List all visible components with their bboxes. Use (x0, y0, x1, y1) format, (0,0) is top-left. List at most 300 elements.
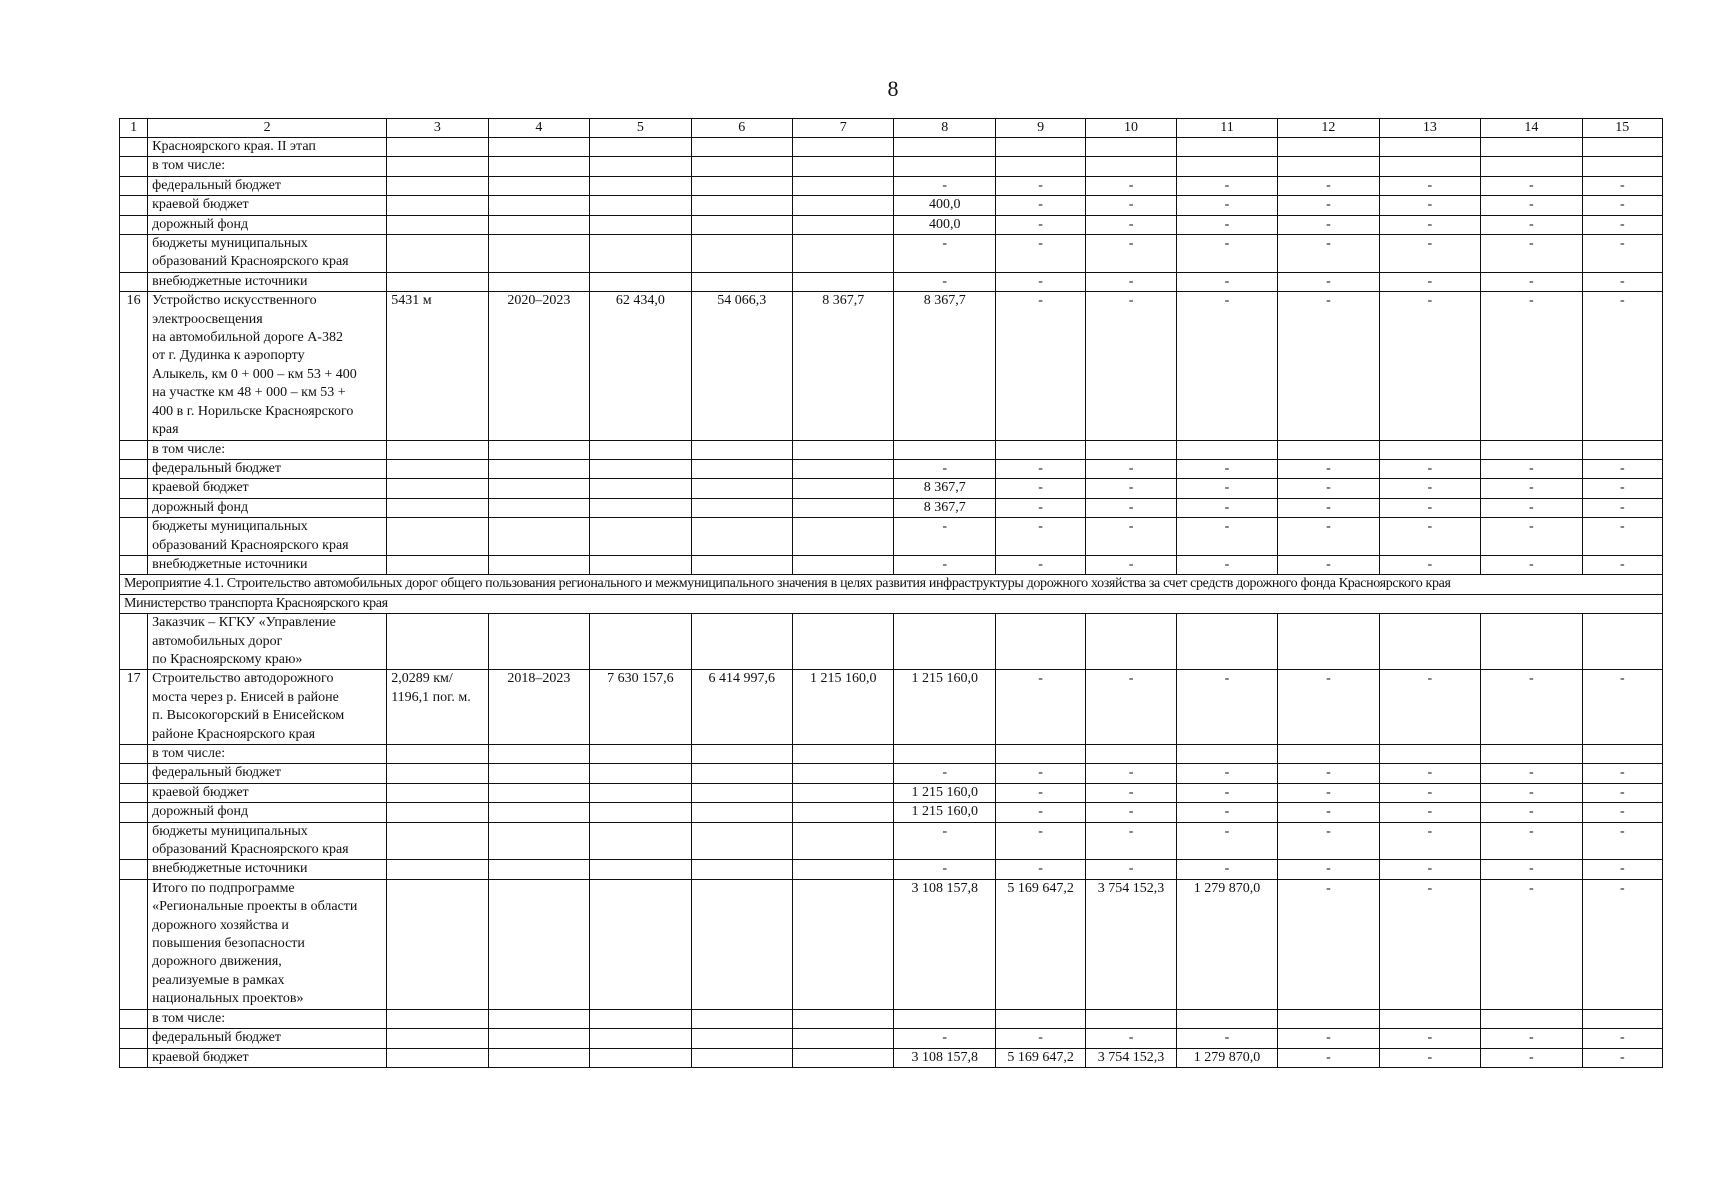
value-cell: - (1379, 803, 1480, 822)
value-cell: - (1278, 879, 1379, 1009)
value-cell (894, 157, 995, 176)
capacity-cell (387, 822, 488, 860)
value-cell: - (1379, 235, 1480, 273)
period-cell (488, 803, 589, 822)
value-cell: - (1086, 670, 1176, 745)
capacity-cell (387, 196, 488, 215)
value-cell: - (1176, 803, 1277, 822)
column-header: 3 (387, 119, 488, 138)
value-cell (691, 822, 792, 860)
value-cell: - (1582, 670, 1662, 745)
value-cell (995, 138, 1085, 157)
row-number: 17 (120, 670, 148, 745)
value-cell (1582, 745, 1662, 764)
value-cell: - (1481, 498, 1582, 517)
period-cell (488, 518, 589, 556)
table-row (120, 745, 1663, 764)
value-cell: - (1582, 1048, 1662, 1067)
value-cell: - (1481, 822, 1582, 860)
value-cell: - (1176, 292, 1277, 440)
period-cell (488, 440, 589, 459)
value-cell (793, 138, 894, 157)
period-cell (488, 138, 589, 157)
value-cell: - (995, 215, 1085, 234)
row-number (120, 498, 148, 517)
row-number (120, 272, 148, 291)
value-cell (1481, 440, 1582, 459)
value-cell: - (1176, 459, 1277, 478)
value-cell: - (1086, 822, 1176, 860)
value-cell: 3 754 152,3 (1086, 1048, 1176, 1067)
value-cell (691, 879, 792, 1009)
table-row (120, 272, 1663, 291)
row-number (120, 479, 148, 498)
value-cell: - (1086, 196, 1176, 215)
value-cell (894, 614, 995, 670)
period-cell (488, 272, 589, 291)
period-cell (488, 860, 589, 879)
value-cell (691, 176, 792, 195)
value-cell (1176, 440, 1277, 459)
value-cell: - (1481, 272, 1582, 291)
value-cell: 8 367,7 (894, 498, 995, 517)
value-cell: - (995, 764, 1085, 783)
period-cell (488, 1009, 589, 1028)
value-cell (691, 498, 792, 517)
value-cell (691, 235, 792, 273)
value-cell (793, 157, 894, 176)
value-cell (691, 614, 792, 670)
period-cell: 2020–2023 (488, 292, 589, 440)
value-cell: 3 108 157,8 (894, 879, 995, 1009)
row-number (120, 196, 148, 215)
value-cell (894, 138, 995, 157)
item-name: в том числе: (148, 157, 387, 176)
value-cell: - (1278, 860, 1379, 879)
value-cell: 400,0 (894, 196, 995, 215)
value-cell (590, 157, 691, 176)
value-cell: - (1278, 196, 1379, 215)
row-number (120, 1009, 148, 1028)
value-cell (1086, 157, 1176, 176)
value-cell: - (1278, 1048, 1379, 1067)
column-header: 12 (1278, 119, 1379, 138)
table-row (120, 1029, 1663, 1048)
value-cell (590, 479, 691, 498)
value-cell: - (1481, 235, 1582, 273)
value-cell (1379, 138, 1480, 157)
column-header: 14 (1481, 119, 1582, 138)
capacity-cell (387, 1048, 488, 1067)
value-cell: - (1278, 555, 1379, 574)
value-cell: - (894, 518, 995, 556)
column-header: 9 (995, 119, 1085, 138)
capacity-cell: 2,0289 км/ 1196,1 пог. м. (387, 670, 488, 745)
value-cell: - (1086, 803, 1176, 822)
value-cell (691, 157, 792, 176)
value-cell: - (1176, 498, 1277, 517)
value-cell (590, 822, 691, 860)
value-cell: - (894, 822, 995, 860)
value-cell: - (1278, 498, 1379, 517)
value-cell: - (1379, 860, 1480, 879)
value-cell (1582, 440, 1662, 459)
value-cell (691, 555, 792, 574)
value-cell (793, 803, 894, 822)
value-cell: 3 754 152,3 (1086, 879, 1176, 1009)
period-cell (488, 764, 589, 783)
value-cell: 5 169 647,2 (995, 879, 1085, 1009)
value-cell (793, 879, 894, 1009)
capacity-cell (387, 555, 488, 574)
value-cell: - (894, 764, 995, 783)
value-cell (590, 272, 691, 291)
value-cell: - (1176, 215, 1277, 234)
row-number (120, 459, 148, 478)
value-cell: - (995, 498, 1085, 517)
value-cell: - (1379, 292, 1480, 440)
period-cell (488, 176, 589, 195)
table-row (120, 764, 1663, 783)
value-cell: - (1379, 1029, 1480, 1048)
period-cell (488, 745, 589, 764)
column-header: 13 (1379, 119, 1480, 138)
capacity-cell (387, 479, 488, 498)
item-name: дорожный фонд (148, 498, 387, 517)
value-cell: - (1481, 1029, 1582, 1048)
value-cell: - (1582, 176, 1662, 195)
period-cell (488, 479, 589, 498)
row-number (120, 1029, 148, 1048)
value-cell (590, 138, 691, 157)
value-cell: - (1481, 764, 1582, 783)
table-row (120, 215, 1663, 234)
value-cell: - (1278, 670, 1379, 745)
value-cell (590, 745, 691, 764)
value-cell: - (995, 822, 1085, 860)
value-cell (793, 196, 894, 215)
item-name: краевой бюджет (148, 1048, 387, 1067)
value-cell: - (1481, 670, 1582, 745)
item-name: краевой бюджет (148, 783, 387, 802)
table-row (120, 783, 1663, 802)
capacity-cell (387, 459, 488, 478)
value-cell (793, 860, 894, 879)
value-cell: - (1379, 822, 1480, 860)
value-cell (1278, 440, 1379, 459)
value-cell: 1 215 160,0 (894, 783, 995, 802)
value-cell (793, 235, 894, 273)
value-cell (1176, 1009, 1277, 1028)
value-cell: - (894, 860, 995, 879)
value-cell: - (1176, 822, 1277, 860)
value-cell: - (1176, 783, 1277, 802)
capacity-cell (387, 498, 488, 517)
table-row (120, 1048, 1663, 1067)
value-cell (1379, 614, 1480, 670)
section-heading: Мероприятие 4.1. Строительство автомобильных дорог общего пользования регионального и межмуниципального значения в целях развития инфраструктуры дорожного хозяйства за счет средств дорожного фонда Красноярского края (120, 575, 1663, 594)
value-cell (590, 783, 691, 802)
value-cell (894, 440, 995, 459)
value-cell: - (1379, 459, 1480, 478)
capacity-cell (387, 1029, 488, 1048)
capacity-cell (387, 745, 488, 764)
value-cell: 400,0 (894, 215, 995, 234)
value-cell: - (1582, 764, 1662, 783)
value-cell: - (995, 272, 1085, 291)
capacity-cell (387, 272, 488, 291)
value-cell: - (995, 292, 1085, 440)
value-cell (1278, 1009, 1379, 1028)
period-cell (488, 235, 589, 273)
table-row (120, 614, 1663, 670)
value-cell: - (995, 1029, 1085, 1048)
value-cell: - (1582, 459, 1662, 478)
value-cell (691, 215, 792, 234)
section-row (120, 594, 1663, 613)
value-cell: - (995, 235, 1085, 273)
value-cell: - (1278, 822, 1379, 860)
value-cell (995, 157, 1085, 176)
capacity-cell (387, 176, 488, 195)
value-cell (894, 1009, 995, 1028)
value-cell: - (1176, 479, 1277, 498)
table-row (120, 1009, 1663, 1028)
value-cell: - (995, 860, 1085, 879)
value-cell (793, 459, 894, 478)
value-cell (793, 1029, 894, 1048)
value-cell: - (1176, 860, 1277, 879)
item-name: бюджеты муниципальных образований Красноярского края (148, 518, 387, 556)
column-header: 11 (1176, 119, 1277, 138)
value-cell (1176, 138, 1277, 157)
capacity-cell (387, 803, 488, 822)
item-name: федеральный бюджет (148, 459, 387, 478)
column-header: 2 (148, 119, 387, 138)
value-cell: - (995, 196, 1085, 215)
column-header: 15 (1582, 119, 1662, 138)
table-row (120, 292, 1663, 440)
value-cell: - (1086, 783, 1176, 802)
value-cell: - (1379, 479, 1480, 498)
value-cell: - (1582, 555, 1662, 574)
value-cell (590, 176, 691, 195)
value-cell (691, 803, 792, 822)
period-cell: 2018–2023 (488, 670, 589, 745)
value-cell (1086, 614, 1176, 670)
table-row (120, 176, 1663, 195)
capacity-cell (387, 138, 488, 157)
value-cell (590, 1029, 691, 1048)
value-cell: - (1176, 518, 1277, 556)
table-row (120, 518, 1663, 556)
table-row (120, 555, 1663, 574)
value-cell: - (1278, 783, 1379, 802)
value-cell: - (1086, 555, 1176, 574)
row-number (120, 176, 148, 195)
value-cell: - (1481, 783, 1582, 802)
column-header: 10 (1086, 119, 1176, 138)
value-cell (590, 459, 691, 478)
value-cell (793, 518, 894, 556)
value-cell (793, 272, 894, 291)
value-cell: - (1481, 518, 1582, 556)
value-cell: 5 169 647,2 (995, 1048, 1085, 1067)
row-number (120, 822, 148, 860)
value-cell (1086, 138, 1176, 157)
item-name: в том числе: (148, 1009, 387, 1028)
value-cell (590, 215, 691, 234)
value-cell (1086, 1009, 1176, 1028)
value-cell (1481, 1009, 1582, 1028)
item-name: федеральный бюджет (148, 1029, 387, 1048)
value-cell: 3 108 157,8 (894, 1048, 995, 1067)
item-name: Строительство автодорожного моста через р. Енисей в районе п. Высокогорский в Енисейском районе Красноярского края (148, 670, 387, 745)
value-cell: - (1481, 860, 1582, 879)
capacity-cell (387, 235, 488, 273)
value-cell (793, 176, 894, 195)
value-cell (691, 764, 792, 783)
value-cell: 1 279 870,0 (1176, 1048, 1277, 1067)
row-number (120, 764, 148, 783)
value-cell (1176, 614, 1277, 670)
row-number (120, 879, 148, 1009)
row-number (120, 555, 148, 574)
value-cell: - (1278, 215, 1379, 234)
value-cell (1379, 745, 1480, 764)
value-cell (691, 783, 792, 802)
value-cell: - (1278, 518, 1379, 556)
value-cell: - (894, 459, 995, 478)
value-cell: - (1086, 272, 1176, 291)
value-cell (1278, 745, 1379, 764)
value-cell: - (1379, 176, 1480, 195)
value-cell: - (1086, 479, 1176, 498)
period-cell (488, 614, 589, 670)
value-cell: - (1481, 479, 1582, 498)
capacity-cell (387, 1009, 488, 1028)
value-cell: - (1176, 196, 1277, 215)
item-name: дорожный фонд (148, 803, 387, 822)
value-cell (894, 745, 995, 764)
value-cell: - (1582, 272, 1662, 291)
value-cell (590, 1048, 691, 1067)
period-cell (488, 555, 589, 574)
item-name: бюджеты муниципальных образований Красноярского края (148, 822, 387, 860)
capacity-cell (387, 860, 488, 879)
value-cell: - (1582, 518, 1662, 556)
row-number (120, 803, 148, 822)
value-cell (995, 614, 1085, 670)
value-cell: - (1086, 176, 1176, 195)
table-row (120, 479, 1663, 498)
table-row (120, 498, 1663, 517)
table-row (120, 879, 1663, 1009)
value-cell: - (894, 1029, 995, 1048)
value-cell (691, 1048, 792, 1067)
value-cell: - (1278, 272, 1379, 291)
value-cell: - (1379, 879, 1480, 1009)
value-cell: - (1086, 860, 1176, 879)
row-number (120, 235, 148, 273)
item-name: Устройство искусственного электроосвещения на автомобильной дороге А-382 от г. Дудинка к аэропорту Алыкель, км 0 + 000 – км 53 + 400 на участке км 48 + 000 – км 53 + 400 в г. Норильске Красноярского края (148, 292, 387, 440)
item-name: в том числе: (148, 745, 387, 764)
item-name: внебюджетные источники (148, 555, 387, 574)
period-cell (488, 1048, 589, 1067)
value-cell (793, 764, 894, 783)
value-cell: - (1582, 803, 1662, 822)
value-cell (590, 879, 691, 1009)
value-cell (1379, 157, 1480, 176)
period-cell (488, 783, 589, 802)
value-cell: - (1379, 518, 1480, 556)
value-cell: - (995, 555, 1085, 574)
value-cell: - (1582, 292, 1662, 440)
row-number (120, 614, 148, 670)
value-cell (793, 614, 894, 670)
value-cell (590, 860, 691, 879)
table-row (120, 670, 1663, 745)
value-cell (793, 555, 894, 574)
value-cell (590, 235, 691, 273)
value-cell: - (1086, 215, 1176, 234)
value-cell (995, 440, 1085, 459)
value-cell (995, 1009, 1085, 1028)
header-row (120, 119, 1663, 138)
value-cell: - (1481, 176, 1582, 195)
value-cell (691, 518, 792, 556)
value-cell (793, 1009, 894, 1028)
value-cell (691, 138, 792, 157)
value-cell (1379, 440, 1480, 459)
value-cell (590, 1009, 691, 1028)
value-cell: 6 414 997,6 (691, 670, 792, 745)
value-cell: - (1582, 215, 1662, 234)
value-cell (793, 1048, 894, 1067)
value-cell: - (894, 176, 995, 195)
item-name: краевой бюджет (148, 479, 387, 498)
value-cell: - (1086, 498, 1176, 517)
value-cell: - (1379, 670, 1480, 745)
value-cell (1481, 614, 1582, 670)
value-cell: - (1278, 176, 1379, 195)
value-cell (590, 498, 691, 517)
column-header: 8 (894, 119, 995, 138)
value-cell: - (1086, 235, 1176, 273)
value-cell: - (1379, 272, 1480, 291)
value-cell (793, 215, 894, 234)
value-cell: - (1379, 764, 1480, 783)
table-row (120, 822, 1663, 860)
value-cell: - (894, 272, 995, 291)
value-cell (1278, 614, 1379, 670)
value-cell (1086, 745, 1176, 764)
value-cell: 8 367,7 (894, 479, 995, 498)
capacity-cell (387, 157, 488, 176)
column-header: 6 (691, 119, 792, 138)
period-cell (488, 196, 589, 215)
value-cell: - (1176, 176, 1277, 195)
value-cell: - (995, 176, 1085, 195)
value-cell: - (1176, 272, 1277, 291)
value-cell (1582, 614, 1662, 670)
budget-table (119, 118, 1663, 1068)
value-cell (1086, 440, 1176, 459)
value-cell (995, 745, 1085, 764)
value-cell (590, 614, 691, 670)
value-cell: - (1176, 555, 1277, 574)
value-cell: - (1481, 1048, 1582, 1067)
